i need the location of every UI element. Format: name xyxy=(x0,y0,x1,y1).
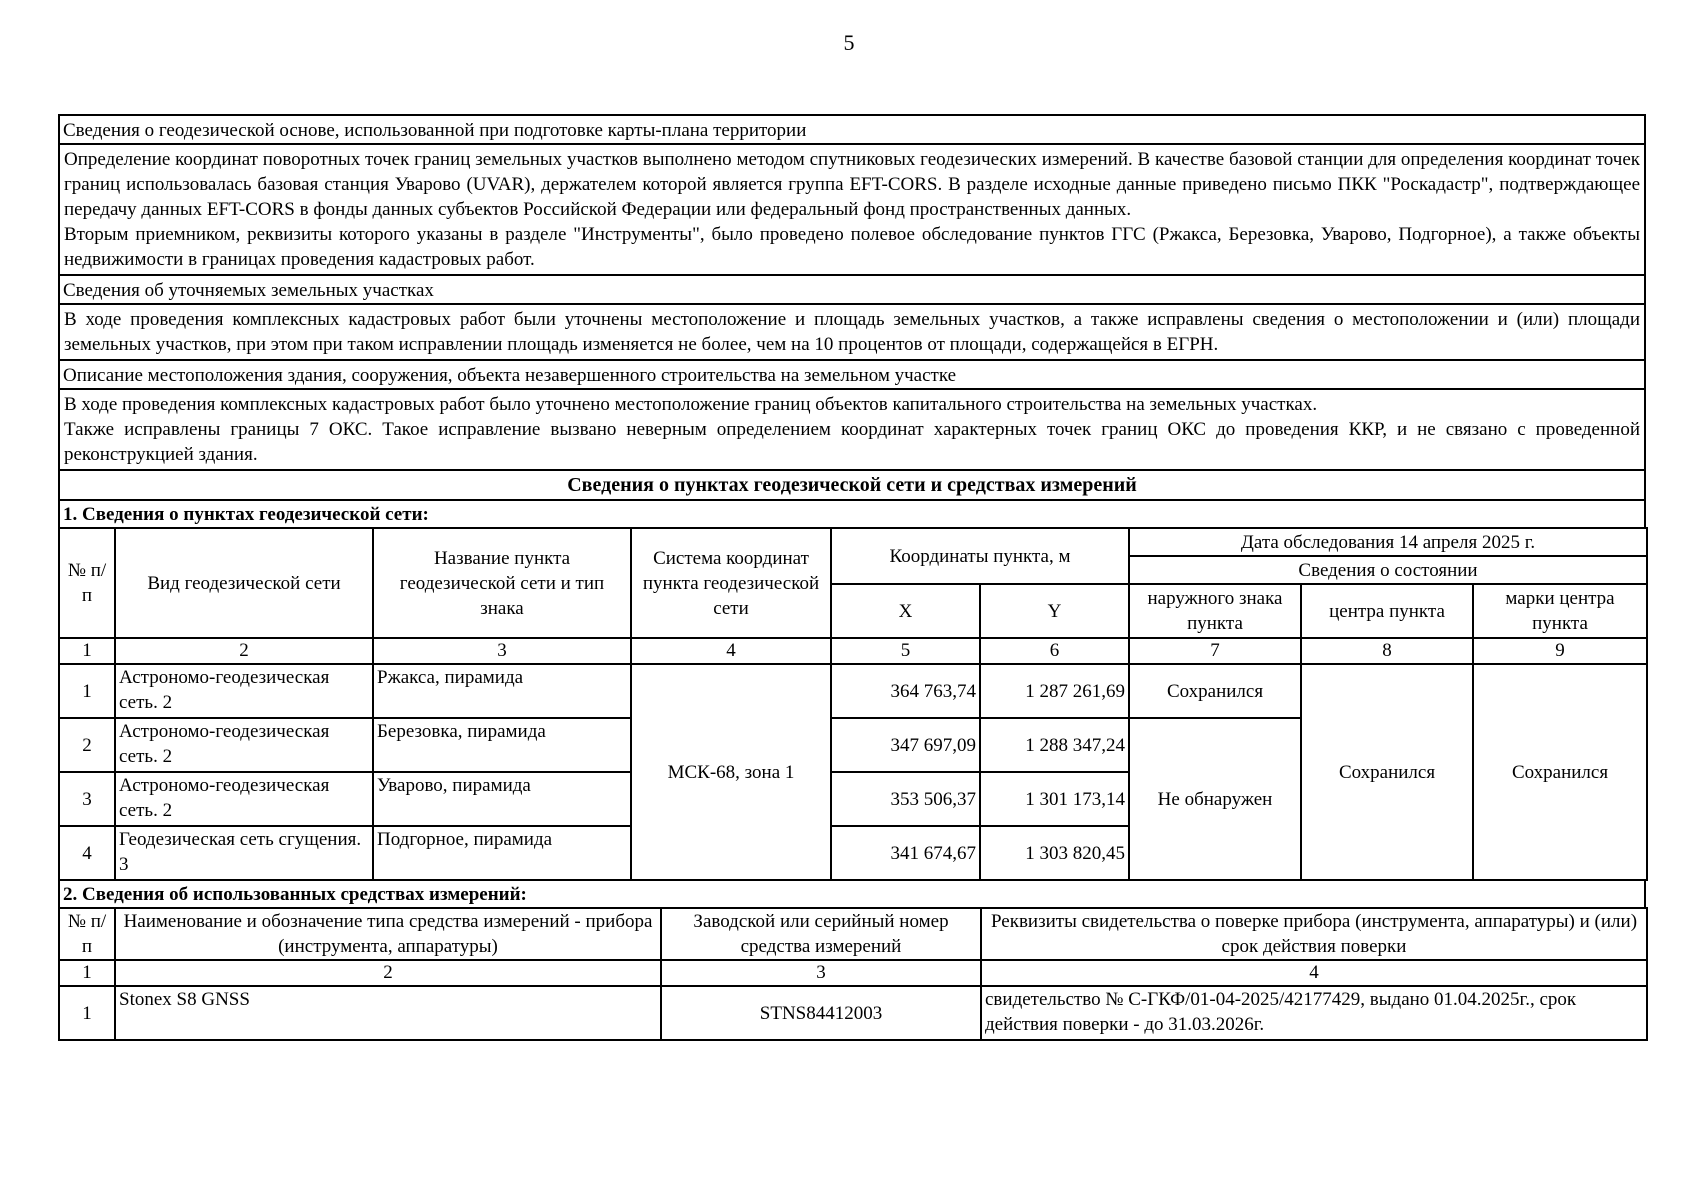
row-num: 1 xyxy=(59,664,115,718)
instruments-header-serial: Заводской или серийный номер средства измерений xyxy=(661,908,981,960)
header-center: центра пункта xyxy=(1301,584,1473,638)
column-number: 5 xyxy=(831,638,980,664)
row-point-name: Березовка, пирамида xyxy=(373,718,631,772)
row-network-type: Астрономо-геодезическая сеть. 2 xyxy=(115,664,373,718)
geodetic-basis-paragraph: Определение координат поворотных точек границ земельных участков выполнено методом спутниковых геодезических измерений. В качестве базовой станции для определения координат точек границ использовалась базовая станция Уварово (UVAR), держателем которой является группа EFT-CORS. В разделе исходные данные приведено письмо ПКК "Роскадастр", подтверждающее передачу данных EFT-CORS в фонды данных субъектов Российской Федерации или федеральный фонд пространственных данных. xyxy=(64,149,1640,220)
row-x: 353 506,37 xyxy=(831,772,980,826)
building-location-text xyxy=(59,389,1645,470)
row-num: 3 xyxy=(59,772,115,826)
table-row xyxy=(59,664,1647,718)
header-crs: Система координат пункта геодезической сети xyxy=(631,528,831,638)
row-center-mark-state: Сохранился xyxy=(1473,664,1647,880)
column-number: 6 xyxy=(980,638,1129,664)
header-x: X xyxy=(831,584,980,638)
instruments-header-name: Наименование и обозначение типа средства измерений - прибора (инструмента, аппаратуры) xyxy=(115,908,661,960)
column-number: 9 xyxy=(1473,638,1647,664)
row-center-state: Сохранился xyxy=(1301,664,1473,880)
instruments-header-certificate: Реквизиты свидетельства о поверке прибора (инструмента, аппаратуры) и (или) срок действия поверки xyxy=(981,908,1647,960)
header-network-type: Вид геодезической сети xyxy=(115,528,373,638)
row-y: 1 301 173,14 xyxy=(980,772,1129,826)
row-y: 1 288 347,24 xyxy=(980,718,1129,772)
table-row xyxy=(59,986,1647,1040)
row-network-type: Геодезическая сеть сгущения. 3 xyxy=(115,826,373,880)
header-num: № п/п xyxy=(59,528,115,638)
building-location-paragraph: В ходе проведения комплексных кадастровых работ было уточнено местоположение границ объектов капитального строительства на земельных участках. xyxy=(64,394,1318,415)
header-outer-sign: наружного знака пункта xyxy=(1129,584,1301,638)
column-number: 4 xyxy=(631,638,831,664)
column-number: 7 xyxy=(1129,638,1301,664)
geodetic-points-subtitle: 1. Сведения о пунктах геодезической сети: xyxy=(59,500,1645,528)
header-center-mark: марки центра пункта xyxy=(1473,584,1647,638)
row-network-type: Астрономо-геодезическая сеть. 2 xyxy=(115,718,373,772)
row-crs: МСК-68, зона 1 xyxy=(631,664,831,880)
page-number: 5 xyxy=(843,30,855,55)
instrument-serial: STNS84412003 xyxy=(661,986,981,1040)
instrument-certificate: свидетельство № С-ГКФ/01-04-2025/42177429, выдано 01.04.2025г., срок действия поверки - до 31.03.2026г. xyxy=(981,986,1647,1040)
instruments-subtitle-table xyxy=(58,879,1646,909)
column-number: 8 xyxy=(1301,638,1473,664)
refined-parcels-heading: Сведения об уточняемых земельных участках xyxy=(59,275,1645,304)
column-number: 2 xyxy=(115,960,661,986)
column-number: 3 xyxy=(373,638,631,664)
header-point-name: Название пункта геодезической сети и тип знака xyxy=(373,528,631,638)
refined-parcels-text xyxy=(59,304,1645,360)
row-num: 2 xyxy=(59,718,115,772)
row-x: 347 697,09 xyxy=(831,718,980,772)
header-coords: Координаты пункта, м xyxy=(831,528,1129,584)
geodetic-points-table xyxy=(58,527,1648,881)
column-number: 3 xyxy=(661,960,981,986)
geodetic-section-title: Сведения о пунктах геодезической сети и средствах измерений xyxy=(59,470,1645,500)
info-table xyxy=(58,114,1646,529)
instruments-header-num: № п/п xyxy=(59,908,115,960)
geodetic-basis-paragraph: Вторым приемником, реквизиты которого указаны в разделе "Инструменты", было проведено полевое обследование пунктов ГГС (Ржакса, Березовка, Уварово, Подгорное), а также объекты недвижимости в границах проведения кадастровых работ. xyxy=(64,224,1640,270)
header-state: Сведения о состоянии xyxy=(1129,556,1647,584)
instruments-subtitle: 2. Сведения об использованных средствах измерений: xyxy=(59,880,1645,908)
building-location-paragraph: Также исправлены границы 7 ОКС. Такое исправление вызвано неверным определением координат характерных точек границ ОКС до проведения ККР, и не связано с проведенной реконструкцией здания. xyxy=(64,419,1640,465)
column-number: 4 xyxy=(981,960,1647,986)
row-x: 364 763,74 xyxy=(831,664,980,718)
building-location-heading: Описание местоположения здания, сооружения, объекта незавершенного строительства на земельном участке xyxy=(59,360,1645,389)
row-num: 4 xyxy=(59,826,115,880)
row-point-name: Ржакса, пирамида xyxy=(373,664,631,718)
row-outer-state: Сохранился xyxy=(1129,664,1301,718)
row-x: 341 674,67 xyxy=(831,826,980,880)
header-survey-date: Дата обследования 14 апреля 2025 г. xyxy=(1129,528,1647,556)
instrument-name: Stonex S8 GNSS xyxy=(115,986,661,1040)
instrument-num: 1 xyxy=(59,986,115,1040)
row-y: 1 303 820,45 xyxy=(980,826,1129,880)
document-sheet xyxy=(58,114,1646,1041)
row-point-name: Уварово, пирамида xyxy=(373,772,631,826)
geodetic-basis-text xyxy=(59,144,1645,275)
row-y: 1 287 261,69 xyxy=(980,664,1129,718)
row-outer-state-not-found: Не обнаружен xyxy=(1129,718,1301,880)
instruments-table xyxy=(58,907,1648,1041)
row-network-type: Астрономо-геодезическая сеть. 2 xyxy=(115,772,373,826)
row-point-name: Подгорное, пирамида xyxy=(373,826,631,880)
column-number: 2 xyxy=(115,638,373,664)
header-y: Y xyxy=(980,584,1129,638)
column-number: 1 xyxy=(59,638,115,664)
column-number: 1 xyxy=(59,960,115,986)
refined-parcels-paragraph: В ходе проведения комплексных кадастровых работ были уточнены местоположение и площадь земельных участков, а также исправлены сведения о местоположении и (или) площади земельных участков, при этом при таком исправлении площадь изменяется не более, чем на 10 процентов от площади, содержащейся в ЕГРН. xyxy=(64,309,1640,355)
geodetic-basis-heading: Сведения о геодезической основе, использованной при подготовке карты-плана территории xyxy=(59,115,1645,144)
